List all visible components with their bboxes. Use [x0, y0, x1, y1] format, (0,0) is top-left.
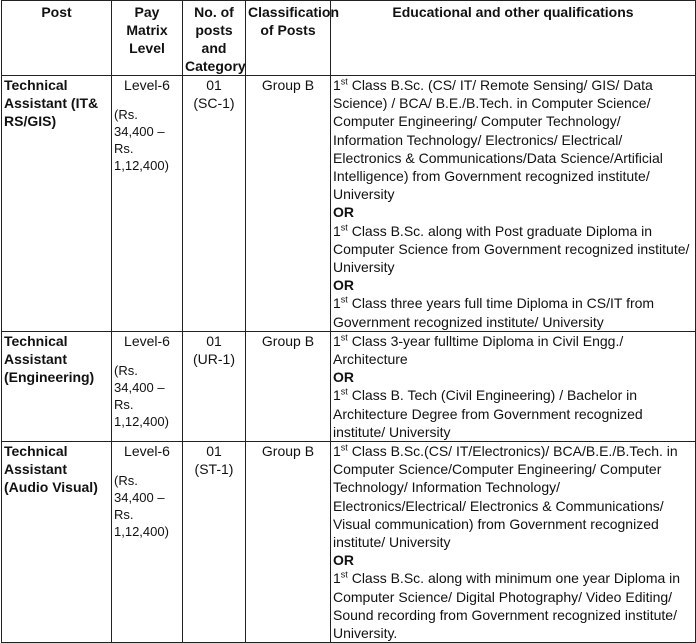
classification-cell: Group B	[246, 442, 331, 643]
ordinal-suffix: st	[340, 386, 348, 397]
pay-level: Level-6	[124, 443, 170, 460]
ordinal-suffix: st	[340, 221, 348, 232]
qualification-text: Class B.Sc. along with Post graduate Diploma in Computer Science from Government recognized institute/ University	[333, 222, 690, 276]
post-name: Technical Assistant (IT& RS/GIS)	[2, 76, 112, 332]
pay-matrix-cell	[112, 442, 183, 643]
recruitment-table	[1, 0, 696, 643]
qualification-option: 1st Class B.Sc. along with minimum one year Diploma in Computer Science/ Digital Photography/ Video Editing/ Sound recording from Government recognized institute/ University.	[333, 569, 681, 642]
header-posts-category: No. of posts and Category	[183, 1, 246, 76]
post-name: Technical Assistant (Engineering)	[2, 331, 112, 441]
ordinal-suffix: st	[340, 332, 348, 343]
or-separator: OR	[333, 552, 354, 569]
qualification-text: Class B. Tech (Civil Engineering) / Bachelor in Architecture Degree from Government recognized institute/ University	[333, 387, 643, 440]
qualification-text: Class B.Sc. (CS/ IT/ Remote Sensing/ GIS/ Data Science) / BCA/ B.E./B.Tech. in Computer Science/ Computer Engineering/ Computer Technology/ Information Technology/ Electronics/ Electrical/ Electronics & Communications/Data Science/Artificial Intelligence) from Government recognized institute/ University	[333, 77, 663, 203]
classification-cell: Group B	[246, 76, 331, 332]
qualification-option: 1st Class B. Tech (Civil Engineering) / Bachelor in Architecture Degree from Government recognized institute/ University	[333, 386, 643, 440]
table-row	[2, 442, 696, 643]
posts-category-cell	[183, 76, 246, 332]
or-separator: OR	[333, 204, 354, 221]
qualification-text: Class B.Sc.(CS/ IT/Electronics)/ BCA/B.E./B.Tech. in Computer Science/Computer Engineering/ Computer Technology/ Information Technology/ Electronics/Electrical/ Electronics & Communications/ Visual communication) from Government recognized institute/ University	[333, 443, 678, 551]
ordinal-suffix: st	[340, 76, 348, 87]
qualifications-cell	[331, 331, 696, 441]
pay-range: (Rs. 34,400 – Rs. 1,12,400)	[114, 473, 169, 540]
header-row	[2, 1, 696, 76]
posts-category-cell	[183, 331, 246, 441]
post-category: (ST-1)	[194, 461, 234, 478]
header-post: Post	[2, 1, 112, 76]
qualification-option: 1st Class B.Sc. along with Post graduate Diploma in Computer Science from Government recognized institute/ University	[333, 221, 690, 276]
post-count: 01	[206, 332, 222, 349]
or-separator: OR	[333, 369, 354, 386]
or-separator: OR	[333, 277, 354, 294]
pay-range: (Rs. 34,400 – Rs. 1,12,400)	[114, 363, 169, 430]
table-row	[2, 331, 696, 441]
qualification-text: Class 3-year fulltime Diploma in Civil Engg./ Architecture	[333, 332, 624, 368]
post-category: (SC-1)	[193, 95, 235, 112]
posts-category-cell	[183, 442, 246, 643]
qualifications-cell	[331, 76, 696, 332]
ordinal-suffix: st	[340, 569, 348, 580]
pay-level: Level-6	[124, 332, 170, 349]
post-count: 01	[206, 77, 222, 93]
pay-range: (Rs. 34,400 – Rs. 1,12,400)	[114, 107, 169, 174]
pay-level: Level-6	[124, 77, 170, 93]
qualification-option: 1st Class B.Sc. (CS/ IT/ Remote Sensing/ GIS/ Data Science) / BCA/ B.E./B.Tech. in Computer Science/ Computer Engineering/ Computer Technology/ Information Technology/ Electronics/ Electrical/ Electronics & Communications/Data Science/Artificial Intelligence) from Government recognized institute/ University	[333, 76, 663, 203]
header-classification: Classification of Posts	[246, 1, 331, 76]
qualification-text: Class three years full time Diploma in CS/IT from Government recognized institute/ University	[333, 295, 655, 330]
pay-matrix-cell	[112, 331, 183, 441]
qualification-option: 1st Class 3-year fulltime Diploma in Civil Engg./ Architecture	[333, 332, 624, 368]
header-qualifications: Educational and other qualifications	[331, 1, 696, 76]
qualifications-cell	[331, 442, 696, 643]
post-name: Technical Assistant (Audio Visual)	[2, 442, 112, 643]
table-row	[2, 76, 696, 332]
ordinal-suffix: st	[340, 442, 348, 453]
post-category: (UR-1)	[193, 351, 235, 368]
qualification-option: 1st Class B.Sc.(CS/ IT/Electronics)/ BCA/B.E./B.Tech. in Computer Science/Computer Engineering/ Computer Technology/ Information Technology/ Electronics/Electrical/ Electronics & Communications/ Visual communication) from Government recognized institute/ University	[333, 442, 678, 551]
pay-matrix-cell	[112, 76, 183, 332]
post-count: 01	[206, 443, 222, 460]
qualification-text: Class B.Sc. along with minimum one year Diploma in Computer Science/ Digital Photography/ Video Editing/ Sound recording from Government recognized institute/ University.	[333, 570, 681, 642]
header-pay-matrix: Pay Matrix Level	[112, 1, 183, 76]
classification-cell: Group B	[246, 331, 331, 441]
ordinal-suffix: st	[340, 294, 348, 305]
qualification-option: 1st Class three years full time Diploma in CS/IT from Government recognized institute/ University	[333, 294, 655, 330]
